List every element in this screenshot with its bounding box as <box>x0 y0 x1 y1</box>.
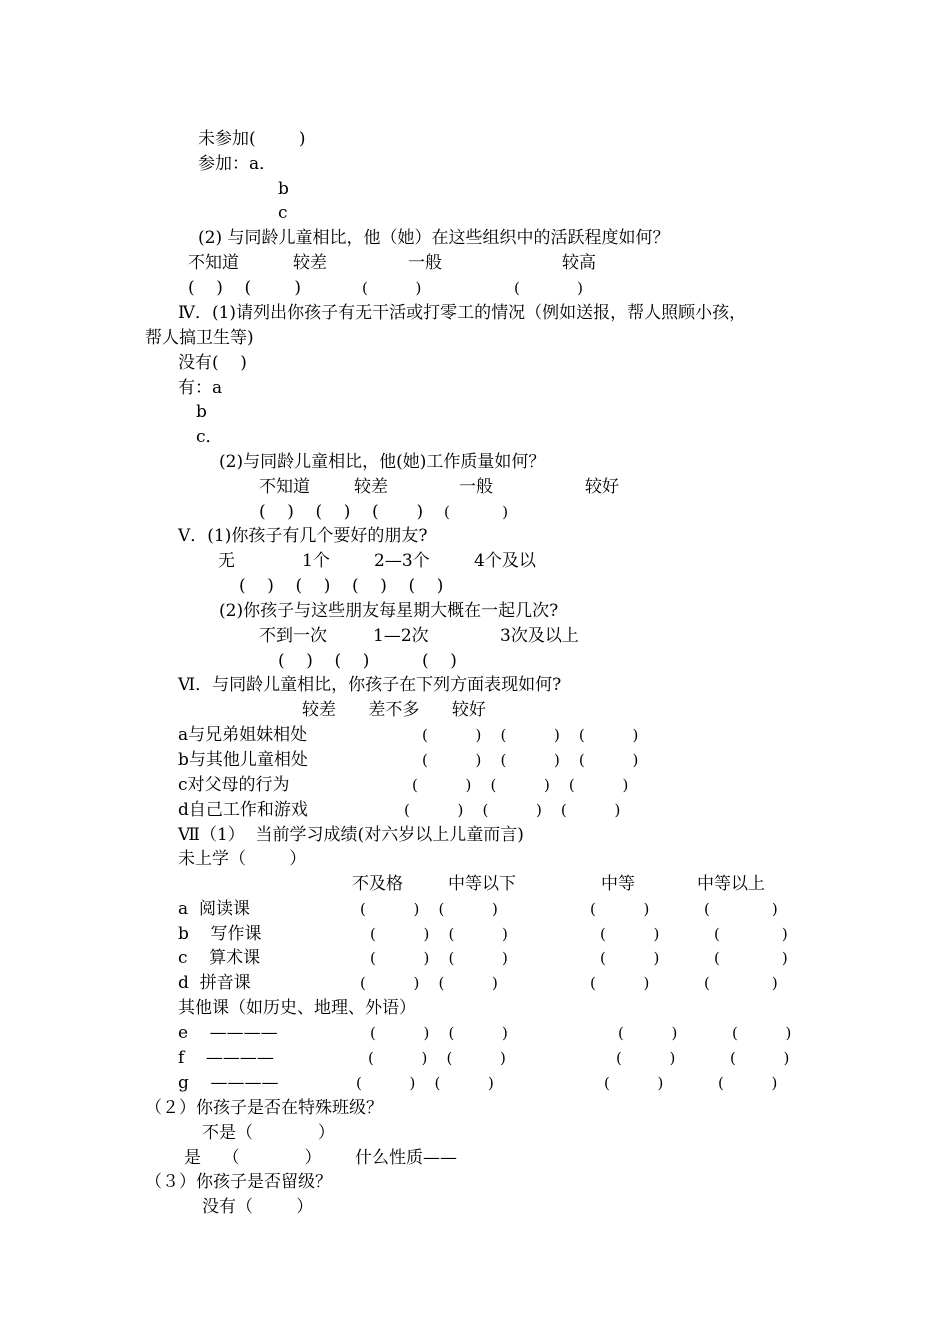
text-line: 不是（ ） <box>202 1123 335 1143</box>
text-line: 不知道 <box>188 253 239 273</box>
text-line: d自己工作和游戏 <box>178 800 308 820</box>
text-line: 没有( ) <box>178 353 247 373</box>
text-line: ( ) <box>732 1024 792 1042</box>
text-line: ( ) <box>704 900 778 918</box>
text-line: 较好 <box>585 477 619 497</box>
text-line: 一般 <box>459 477 493 497</box>
text-line: ( ) ( ) <box>360 974 498 992</box>
text-line: 较差 <box>354 477 388 497</box>
text-line: ( ) <box>422 651 457 671</box>
text-line: ( ) <box>514 279 583 297</box>
text-line: 未上学（ ） <box>178 849 307 869</box>
text-line: ( ) <box>604 1074 664 1092</box>
text-line: 不到一次 <box>259 626 327 646</box>
text-line: 不知道 <box>259 477 310 497</box>
text-line: ( ) ( ) ( ) <box>422 726 639 744</box>
text-line: ( ) <box>444 503 509 521</box>
text-line: （２）你孩子是否在特殊班级？ <box>145 1098 383 1118</box>
text-line: 是 （ ） <box>184 1148 322 1168</box>
text-line: ( ) ( ) <box>188 278 301 298</box>
text-line: b与其他儿童相处 <box>178 750 308 770</box>
text-line: ( ) <box>600 949 660 967</box>
text-line: 1个 <box>302 551 330 571</box>
text-line: c对父母的行为 <box>178 775 290 795</box>
text-line: ( ) ( ) ( ) <box>422 751 639 769</box>
text-line: 较差 <box>293 253 327 273</box>
text-line: 1—2次 <box>373 626 429 646</box>
text-line: 帮人搞卫生等) <box>145 328 254 348</box>
text-line: Ⅳ．(1)请列出你孩子有无干活或打零工的情况（例如送报，帮人照顾小孩， <box>178 303 747 323</box>
text-line: 无 <box>218 551 235 571</box>
text-line: ( ) ( ) <box>370 949 508 967</box>
text-line: Ⅵ．与同龄儿童相比，你孩子在下列方面表现如何? <box>178 675 562 695</box>
text-line: 2—3个 <box>374 551 430 571</box>
text-line: ( ) ( ) <box>370 1024 508 1042</box>
text-line: c <box>278 203 288 223</box>
text-line: (2)与同龄儿童相比，他(她)工作质量如何？ <box>219 452 546 472</box>
text-line: ( ) <box>730 1049 790 1067</box>
text-line: Ⅴ．(1)你孩子有几个要好的朋友? <box>178 526 428 546</box>
text-line: 未参加( ) <box>198 129 306 149</box>
text-line: ( ) <box>718 1074 778 1092</box>
text-line: ( ) <box>600 925 660 943</box>
text-line: 中等以下 <box>448 874 516 894</box>
text-line: （３）你孩子是否留级？ <box>145 1172 332 1192</box>
text-line: ( ) ( ) <box>360 900 498 918</box>
text-line: ( ) ( ) ( ) <box>259 502 424 522</box>
text-line: ( ) ( ) <box>278 651 370 671</box>
text-line: ( ) <box>616 1049 676 1067</box>
text-line: ( ) ( ) ( ) <box>404 801 621 819</box>
text-line: ( ) ( ) ( ) ( ) <box>239 576 444 596</box>
text-line: 参加：a． <box>198 154 277 174</box>
text-line: e ———— <box>178 1023 278 1043</box>
text-line: ( ) <box>362 279 422 297</box>
text-line: (2) 与同龄儿童相比，他（她）在这些组织中的活跃程度如何？ <box>198 228 670 248</box>
text-line: ( ) <box>590 974 650 992</box>
text-line: ( ) ( ) <box>356 1074 494 1092</box>
text-line: f ———— <box>178 1048 274 1068</box>
text-line: Ⅶ（1） 当前学习成绩(对六岁以上儿童而言) <box>178 825 524 845</box>
text-line: ( ) <box>618 1024 678 1042</box>
text-line: ( ) <box>714 925 788 943</box>
text-line: ( ) <box>714 949 788 967</box>
text-line: d 拼音课 <box>178 973 251 993</box>
text-line: b <box>196 402 207 422</box>
text-line: (2)你孩子与这些朋友每星期大概在一起几次? <box>219 601 559 621</box>
text-line: g ———— <box>178 1073 279 1093</box>
text-line: c． <box>196 427 223 447</box>
text-line: 不及格 <box>352 874 403 894</box>
text-line: ( ) <box>704 974 778 992</box>
text-line: 较差 差不多 较好 <box>302 700 486 720</box>
text-line: 有：a <box>178 378 223 398</box>
text-line: a与兄弟姐妹相处 <box>178 725 308 745</box>
text-line: ( ) ( ) <box>370 925 508 943</box>
text-line: b 写作课 <box>178 924 262 944</box>
text-line: 中等 <box>601 874 635 894</box>
text-line: ( ) ( ) <box>368 1049 506 1067</box>
text-line: a 阅读课 <box>178 899 250 919</box>
text-line: 中等以上 <box>697 874 765 894</box>
text-line: 没有（ ） <box>202 1197 314 1217</box>
text-line: 4个及以 <box>474 551 536 571</box>
text-line: ( ) <box>590 900 650 918</box>
text-line: 较高 <box>562 253 596 273</box>
text-line: 其他课（如历史、地理、外语） <box>178 998 416 1018</box>
text-line: 什么性质—— <box>355 1148 457 1168</box>
text-line: 3次及以上 <box>500 626 579 646</box>
text-line: ( ) ( ) ( ) <box>412 776 629 794</box>
text-line: c 算术课 <box>178 948 261 968</box>
text-line: 一般 <box>408 253 442 273</box>
text-line: b <box>278 179 289 199</box>
